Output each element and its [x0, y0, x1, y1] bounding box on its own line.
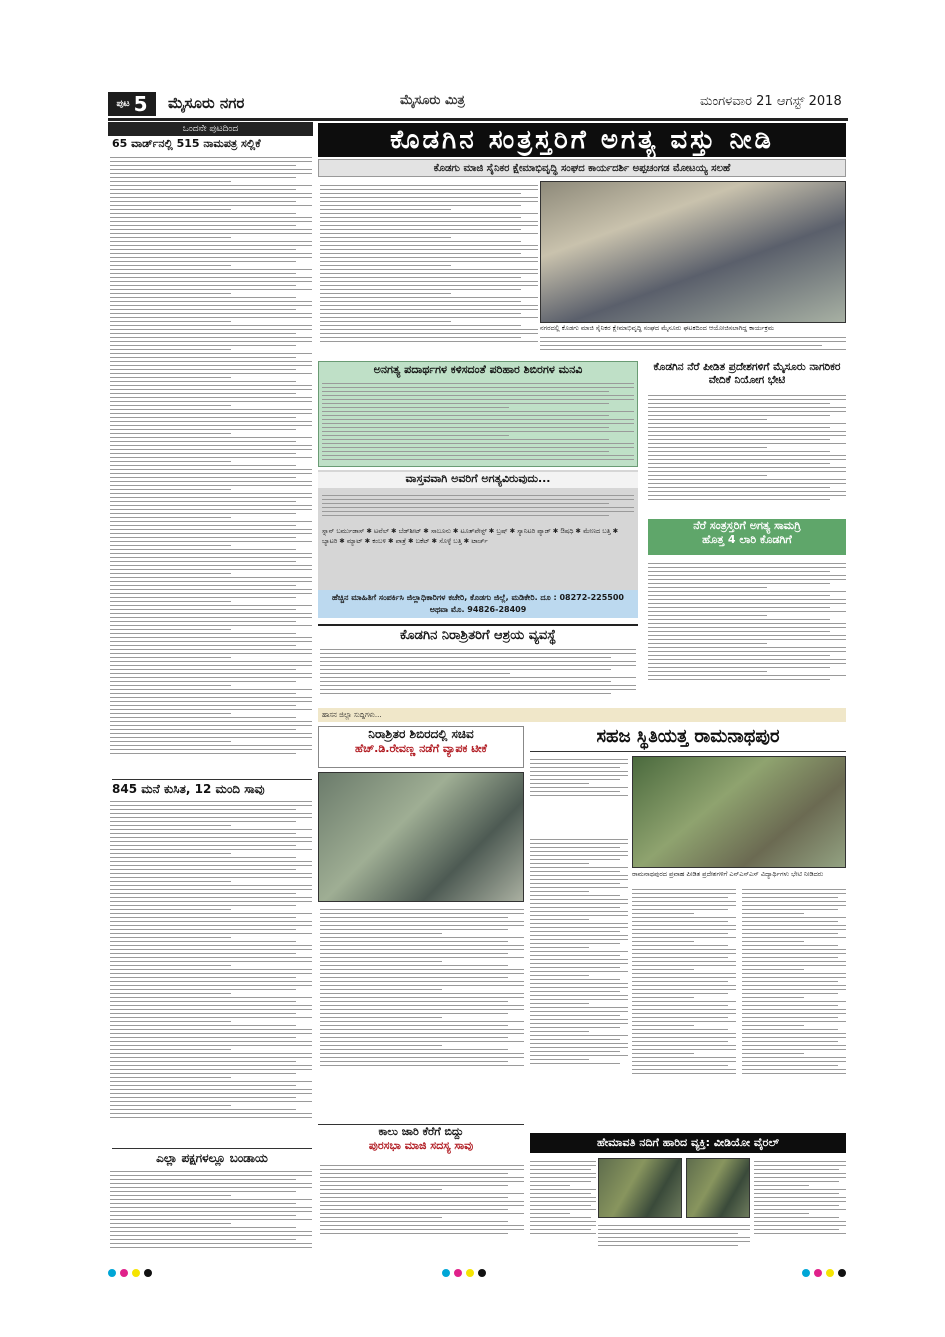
hassan-photo	[318, 772, 524, 902]
ramanathapura-photo-caption: ರಾಮನಾಥಪುರದ ಪ್ರವಾಹ ಪೀಡಿತ ಪ್ರದೇಶಗಳಿಗೆ ಎನ್‌ಎಸ್‌ಎಸ್ ವಿದ್ಯಾರ್ಥಿಗಳು ಭೇಟಿ ನೀಡಿದರು	[632, 870, 824, 878]
date-line: ಮಂಗಳವಾರ 21 ಆಗಸ್ಟ್ 2018	[700, 94, 842, 109]
lead-headline: ಕೊಡಗಿನ ಸಂತ್ರಸ್ತರಿಗೆ ಅಗತ್ಯ ವಸ್ತು ನೀಡಿ	[318, 123, 846, 157]
needs-item: ಟವೆಲ್	[374, 527, 390, 535]
hemavathi-photo-1	[598, 1158, 682, 1218]
needs-item: ಸ್ನಾನ್ ಬರ್ಮುಡಾಸ್	[322, 527, 365, 535]
ramanathapura-body-1	[530, 836, 628, 1128]
lead-article-body	[320, 182, 538, 354]
needs-item: ಸೊಳ್ಳೆ ಬತ್ತಿ	[439, 537, 462, 545]
lead-photo-caption: ನಗರದಲ್ಲಿ ಕೊಡಗು ಮಾಜಿ ಸೈನಿಕರ ಕ್ಷೇಮಾಭಿವೃದ್ಧಿ ಸಂಘದ ಮೈಸೂರು ಘಟಕದಿಂದ ಆಯೋಜಿಸಲಾಗಿದ್ದ ಕಾರ್ಯಕ್ರಮ	[540, 324, 775, 332]
needs-item: ಬೆಡ್‌ಶೀಟ್	[398, 527, 422, 535]
ramanathapura-intro	[530, 756, 628, 831]
needs-item: ಪಾತ್ರೆ	[395, 537, 407, 545]
left-article-body	[110, 154, 312, 774]
obituary-story-body	[320, 1162, 524, 1252]
rebellion-article-body	[110, 1168, 312, 1248]
needs-contact: ಹೆಚ್ಚಿನ ಮಾಹಿತಿಗೆ ಸಂಪರ್ಕಿಸಿ ಜಿಲ್ಲಾಧಿಕಾರಿಗಳ ಕಚೇರಿ, ಕೊಡಗು ಜಿಲ್ಲೆ, ಮಡಿಕೇರಿ. ದೂ : 08272-225500 ಅಥವಾ ಮೊ. 94826-28409	[318, 590, 638, 618]
lead-article-continued	[540, 334, 846, 358]
lead-photo	[540, 181, 846, 323]
hemavathi-body-2	[598, 1222, 750, 1252]
hemavathi-photo-2	[686, 1158, 750, 1218]
lorries-story-body	[648, 560, 846, 710]
needs-item: ಟೂತ್‌ಪೇಸ್ಟ್	[460, 527, 487, 535]
needs-item: ಮ್ಯಾಟ್	[346, 537, 363, 545]
needs-box-headline: ವಾಸ್ತವವಾಗಿ ಅವರಿಗೆ ಅಗತ್ಯವಿರುವುದು...	[318, 472, 638, 488]
registration-dots-center	[440, 1262, 488, 1281]
needs-item: ಟಾರ್ಚ್	[471, 537, 488, 545]
left-kicker: ಒಂದನೇ ಪುಟದಿಂದ	[108, 122, 313, 136]
needs-item: ಬ್ಯಾಟರಿ	[322, 537, 338, 545]
hemavathi-body-3	[754, 1158, 846, 1253]
ramanathapura-headline: ಸಹಜ ಸ್ಥಿತಿಯತ್ತ ರಾಮನಾಥಪುರ	[530, 726, 846, 752]
left-headline-2: 845 ಮನೆ ಕುಸಿತ, 12 ಮಂದಿ ಸಾವು	[112, 779, 312, 797]
ramanathapura-photo	[632, 756, 846, 868]
needs-item-list: ಸ್ನಾನ್ ಬರ್ಮುಡಾಸ್ ✱ ಟವೆಲ್ ✱ ಬೆಡ್‌ಶೀಟ್ ✱ ಸಾಬೂನು ✱ ಟೂತ್‌ಪೇಸ್ಟ್ ✱ ಬ್ರಷ್ ✱ ಸ್ಯಾನಿಟರಿ ಪ್ಯಾಡ್ ✱ ಔಷಧಿ ✱ ಮೇಣದ ಬತ್ತಿ ✱ ಬ್ಯಾಟರಿ ✱ ಮ್ಯಾಟ್ ✱ ಕಂಬಳಿ ✱ ಪಾತ್ರೆ ✱ ಬಕೆಟ್ ✱ ಸೊಳ್ಳೆ ಬತ್ತಿ ✱ ಟಾರ್ಚ್	[322, 527, 619, 545]
ramanathapura-body-3	[742, 886, 846, 1128]
registration-dots-left	[106, 1262, 154, 1281]
hassan-headline-box	[318, 726, 524, 768]
left-headline-3: ಎಲ್ಲಾ ಪಕ್ಷಗಳಲ್ಲೂ ಬಂಡಾಯ	[112, 1148, 312, 1166]
obituary-headline-1: ಕಾಲು ಜಾರಿ ಕೆರೆಗೆ ಬಿದ್ದು	[378, 1125, 464, 1138]
shelter-story-body	[320, 646, 636, 704]
lorries-headline-1: ನೆರೆ ಸಂತ್ರಸ್ತರಿಗೆ ಅಗತ್ಯ ಸಾಮಗ್ರಿ	[693, 519, 801, 532]
needs-box-intro	[322, 492, 634, 522]
page-number-badge	[108, 92, 156, 116]
hassan-kicker: ಹಾಸನ ಜಿಲ್ಲಾ ಸುದ್ದಿಗಳು...	[318, 708, 846, 722]
needs-item: ಬಕೆಟ್	[415, 537, 430, 545]
registration-dots-right	[800, 1262, 848, 1281]
needs-item: ಔಷಧಿ	[560, 527, 574, 535]
hemavathi-headline: ಹೇಮಾವತಿ ನದಿಗೆ ಹಾರಿದ ವ್ಯಕ್ತಿ: ವೀಡಿಯೋ ವೈರಲ್	[530, 1133, 846, 1153]
food-story-headline: ಅನಗತ್ಯ ಪದಾರ್ಥಗಳ ಕಳಿಸದಂತೆ ಪರಿಹಾರ ಶಿಬಿರಗಳ ಮನವಿ	[373, 363, 583, 376]
ramanathapura-body-2	[632, 886, 736, 1128]
food-story-body	[322, 380, 634, 464]
hassan-headline-2: ಹೆಚ್.ಡಿ.ರೇವಣ್ಣ ನಡೆಗೆ ವ್ಯಾಪಕ ಟೀಕೆ	[355, 742, 487, 755]
hassan-headline-1: ನಿರಾಶ್ರಿತರ ಶಿಬಿರದಲ್ಲಿ ಸಚಿವ	[368, 727, 474, 741]
hassan-story-body	[320, 906, 524, 1116]
lorries-headline-2: ಹೊತ್ತ 4 ಲಾರಿ ಕೊಡಗಿಗೆ	[702, 533, 792, 546]
masthead: ಮೈಸೂರು ಮಿತ್ರ	[400, 93, 465, 108]
obituary-headline-2: ಪುರಸಭಾ ಮಾಜಿ ಸದಸ್ಯ ಸಾವು	[368, 1139, 474, 1152]
nodal-story-headline: ಕೊಡಗಿನ ನೆರೆ ಪೀಡಿತ ಪ್ರದೇಶಗಳಿಗೆ ಮೈಸೂರು ನಾಗರಿಕರ ವೇದಿಕೆ ನಿಯೋಗ ಭೇಟಿ	[653, 361, 841, 386]
needs-item: ಸಾಬೂನು	[430, 527, 451, 535]
shelter-headline: ಕೊಡಗಿನ ನಿರಾಶ್ರಿತರಿಗೆ ಆಶ್ರಯ ವ್ಯವಸ್ಥೆ	[318, 624, 638, 643]
page-prefix: ಪುಟ	[116, 99, 130, 109]
lorries-headline-box	[648, 519, 846, 555]
obituary-headline-box	[318, 1124, 524, 1160]
left-headline-1: 65 ವಾರ್ಡ್‌ನಲ್ಲಿ 515 ನಾಮಪತ್ರ ಸಲ್ಲಿಕೆ	[112, 137, 261, 150]
header-rule	[108, 118, 848, 121]
page-number: 5	[133, 92, 148, 116]
needs-item: ಬ್ರಷ್	[496, 527, 508, 535]
lead-subhead: ಕೊಡಗು ಮಾಜಿ ಸೈನಿಕರ ಕ್ಷೇಮಾಭಿವೃದ್ಧಿ ಸಂಘದ ಕಾರ್ಯದರ್ಶಿ ಅಪ್ಪಚಂಗಡ ಮೋಟಯ್ಯ ಸಲಹೆ	[318, 159, 846, 177]
needs-item: ಕಂಬಳಿ	[372, 537, 386, 545]
section-title: ಮೈಸೂರು ನಗರ	[168, 94, 245, 112]
needs-item: ಸ್ಯಾನಿಟರಿ ಪ್ಯಾಡ್	[517, 527, 551, 535]
flood-article-body	[110, 798, 312, 1138]
hemavathi-body-1	[530, 1158, 596, 1253]
needs-item: ಮೇಣದ ಬತ್ತಿ	[583, 527, 611, 535]
nodal-story-body	[648, 392, 846, 517]
